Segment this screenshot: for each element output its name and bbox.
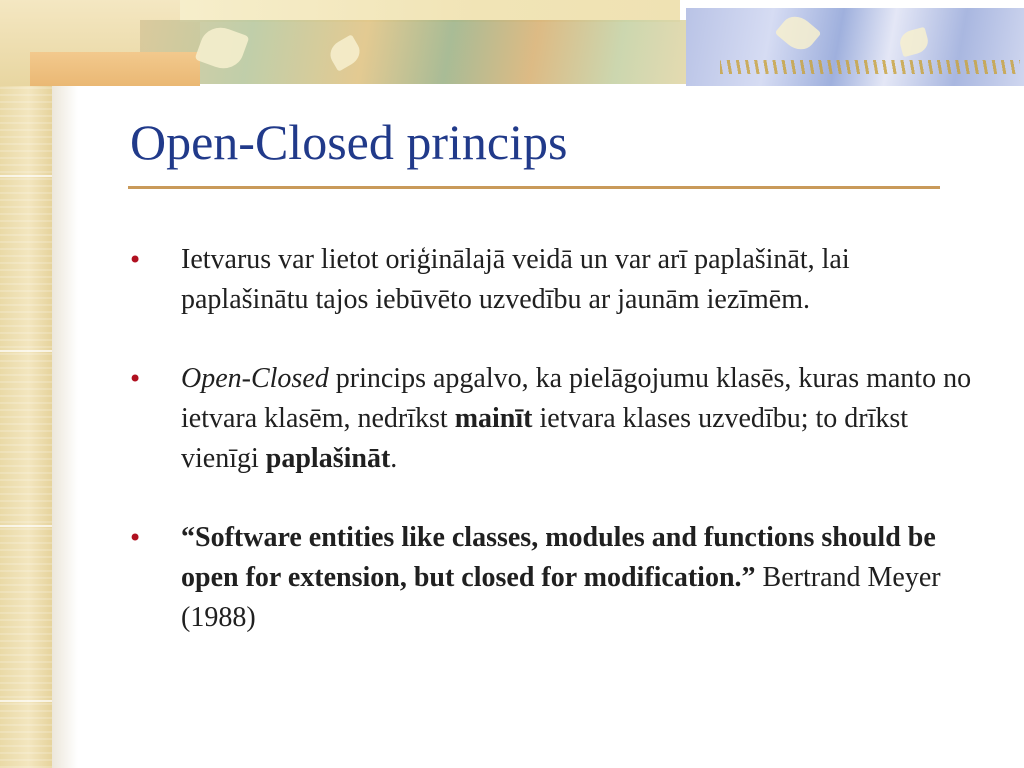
bullet-quote: “Software entities like classes, modules and functions should be open for extension, but closed for modification — [181, 522, 936, 593]
bullet-attribution: Bertrand Meyer (1988) — [181, 562, 941, 633]
bullet-text: princips apgalvo, ka pielāgojumu klasēs, kuras manto no ietvara klasēm, nedrīkst — [181, 363, 972, 434]
title-underline — [128, 186, 940, 189]
bullet-text: ietvara klases uzvedību; to drīkst vienīgi — [181, 403, 909, 474]
bullet-dot: • — [128, 246, 143, 274]
bullet-dot: • — [128, 524, 143, 552]
banner-tile — [180, 0, 680, 22]
bullet-dot: • — [128, 365, 143, 393]
left-decorative-strip — [0, 0, 52, 768]
bullet-text: . — [390, 443, 398, 474]
bullet-bold-term: mainīt — [454, 403, 533, 434]
banner-grass — [720, 60, 1020, 74]
bullet-item — [128, 359, 978, 479]
left-shadow — [52, 86, 78, 768]
banner-blue-tile — [686, 8, 1024, 86]
bullet-quote-end: .” — [734, 562, 756, 593]
bullet-text: Ietvarus var lietot oriģinālajā veidā un var arī paplašināt, lai paplašinātu tajos iebūvēto uzvedību ar jaunām iezīmēm. — [181, 244, 850, 315]
banner-orange-tile — [30, 52, 200, 86]
bullet-item — [128, 240, 978, 320]
top-decorative-banner — [0, 0, 1024, 86]
bullet-list — [128, 240, 978, 638]
bullet-italic-term: Open-Closed — [181, 363, 329, 394]
strip-seam — [0, 525, 52, 527]
bullet-bold-term: paplašināt — [265, 443, 391, 474]
slide-title: Open-Closed princips — [130, 114, 568, 170]
bullet-item — [128, 518, 978, 638]
strip-seam — [0, 175, 52, 177]
strip-seam — [0, 350, 52, 352]
strip-seam — [0, 700, 52, 702]
